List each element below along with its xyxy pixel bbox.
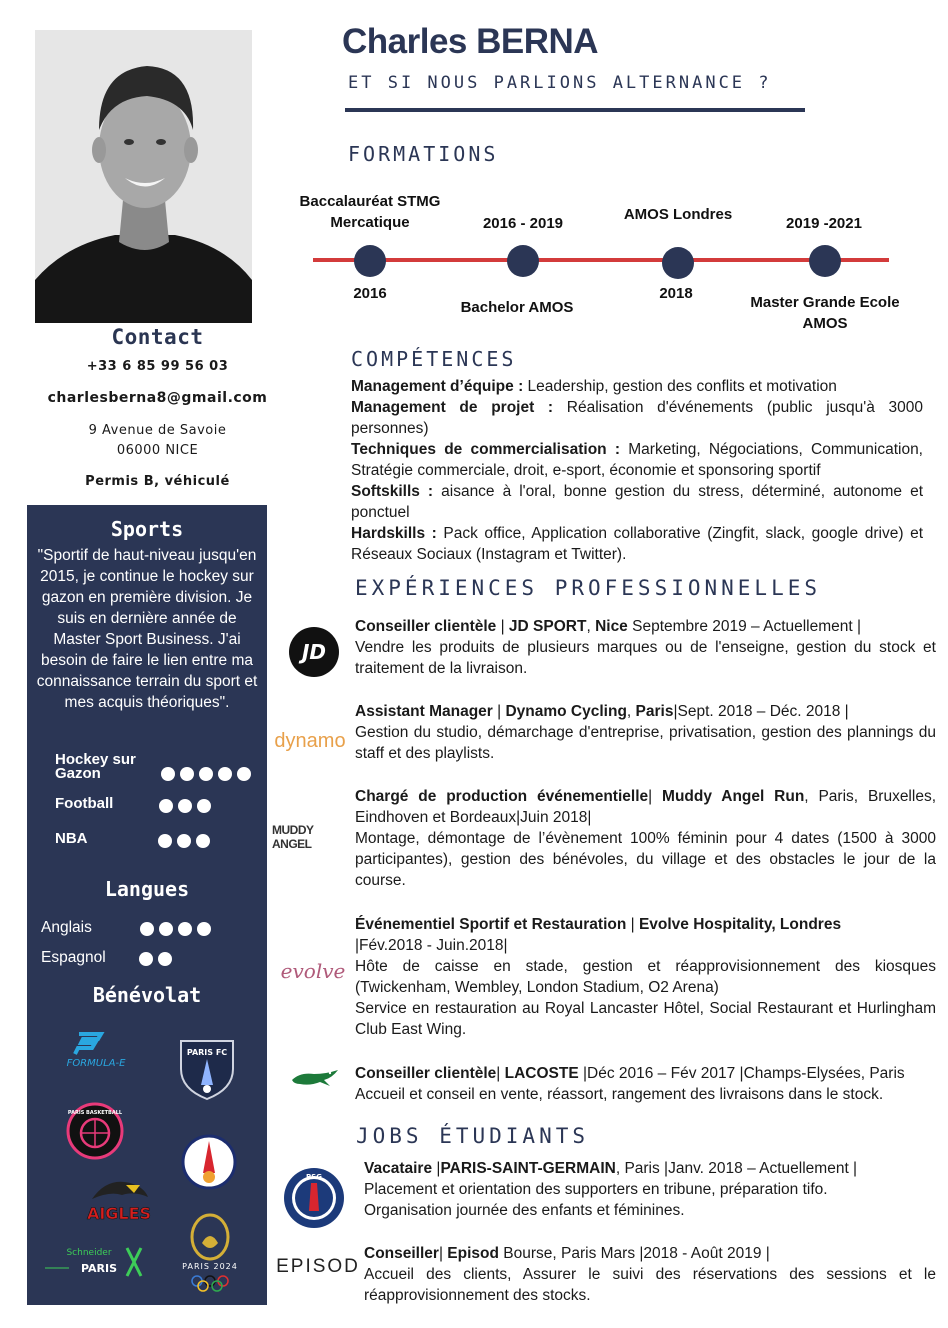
- contact-title: Contact: [111, 325, 204, 349]
- jd-sport-logo: [288, 626, 340, 678]
- sports-quote: "Sportif de haut-niveau jusqu'en 2015, je continue le hockey sur gazon en première division. Je suis en dernière année de Master Sport Business. J'ai besoin de faire le lien entre ma connaissance terrain du sport et mes acquis théoriques".: [36, 547, 258, 711]
- left-panel: [27, 505, 267, 1305]
- svg-text:PARIS BASKETBALL: PARIS BASKETBALL: [67, 1110, 123, 1116]
- benevolat-title: Bénévolat: [92, 983, 202, 1007]
- formations-timeline-line: [313, 258, 889, 262]
- competences-list: [351, 376, 923, 565]
- timeline-dot: [354, 245, 386, 277]
- timeline-label-2016: 2016: [353, 285, 387, 302]
- experience-item-lacoste: Conseiller clientèle| LACOSTE |Déc 2016 – Fév 2017 |Champs-Elysées, Paris Accueil et conseil en vente, réassort, rangement des livraisons dans le stock.: [355, 1065, 905, 1103]
- timeline-label-2016-2019: 2016 - 2019: [482, 215, 564, 232]
- timeline-dot: [809, 245, 841, 277]
- competence-item: Management de projet : Réalisation d'événements (public jusqu'à 3000 personnes): [351, 399, 924, 437]
- langue-level-dots: [140, 922, 211, 936]
- paris-fc-logo: [177, 1035, 237, 1101]
- svg-text:AIGLES: AIGLES: [86, 1204, 152, 1223]
- job-item-psg: Vacataire |PARIS-SAINT-GERMAIN, Paris |Janv. 2018 – Actuellement | Placement et orientation des supporters en tribune, préparation tifo. Organisation journée des enfants et féminines.: [364, 1160, 858, 1219]
- level-dot: [180, 767, 194, 781]
- level-dot: [159, 799, 173, 813]
- header-divider: [345, 108, 805, 112]
- profile-photo: [35, 30, 252, 323]
- formula-e-logo: [61, 1030, 131, 1070]
- timeline-label-master: Master Grande Ecole AMOS: [750, 294, 900, 332]
- svg-text:Schneider: Schneider: [66, 1248, 112, 1258]
- svg-text:PARIS: PARIS: [80, 1262, 118, 1275]
- timeline-dot: [507, 245, 539, 277]
- level-dot: [197, 922, 211, 936]
- experience-item-muddy-angel: Chargé de production événementielle| Muddy Angel Run, Paris, Bruxelles, Eindhoven et Bordeaux|Juin 2018| Montage, démontage de l’évènement 100% féminin pour 4 dates (1500 à 3000 participantes), gestion des bénévoles, du village et des obstacles le jour de la course.: [355, 788, 936, 889]
- dynamo-logo: dynamo: [274, 729, 346, 752]
- paris-basketball-logo: [65, 1101, 125, 1161]
- svg-text:PARIS FC: PARIS FC: [186, 1048, 228, 1057]
- level-dot: [218, 767, 232, 781]
- tagline: ET SI NOUS PARLIONS ALTERNANCE ?: [348, 73, 772, 93]
- competence-item: Techniques de commercialisation : Marketing, Négociations, Communication, Stratégie commerciale, droit, e-sport, économie et sponsoring sportif: [351, 441, 923, 479]
- lacoste-crocodile-icon: [290, 1066, 340, 1092]
- formations-title: FORMATIONS: [348, 142, 499, 166]
- jobs-title: JOBS ÉTUDIANTS: [356, 1124, 590, 1148]
- schneider-paris-logo: [41, 1242, 151, 1282]
- level-dot: [159, 922, 173, 936]
- competences-title: COMPÉTENCES: [351, 347, 517, 371]
- experience-item-dynamo: Assistant Manager | Dynamo Cycling, Paris|Sept. 2018 – Déc. 2018 | Gestion du studio, démarchage d'entreprise, privatisation, gestion des plannings du staff et des playlists.: [355, 703, 936, 762]
- sport-item-label: NBA: [55, 830, 88, 847]
- experience-item-jd: Conseiller clientèle | JD SPORT, Nice Septembre 2019 – Actuellement | Vendre les produits de plusieurs marques ou de l'enseigne, gestion du stock et traitement de la livraison.: [355, 618, 936, 677]
- level-dot: [139, 952, 153, 966]
- level-dot: [237, 767, 251, 781]
- langue-item-espagnol: [41, 949, 106, 967]
- sport-level-dots: [161, 767, 251, 781]
- episod-logo: EPISOD: [276, 1256, 360, 1277]
- aigles-logo: [82, 1173, 157, 1223]
- timeline-dot: [662, 247, 694, 279]
- level-dot: [178, 922, 192, 936]
- svg-text:FORMULA-E: FORMULA-E: [66, 1058, 126, 1069]
- svg-text:PSG: PSG: [306, 1173, 322, 1181]
- sport-item-label: Hockey sur Gazon: [55, 751, 136, 782]
- contact-phone[interactable]: +33 6 85 99 56 03: [86, 359, 229, 374]
- level-dot: [140, 922, 154, 936]
- sport-item-label: Football: [55, 795, 114, 812]
- sport-level-dots: [159, 799, 211, 813]
- langues-title: Langues: [104, 877, 190, 901]
- paris-2024-logo: [177, 1213, 243, 1295]
- level-dot: [177, 834, 191, 848]
- timeline-label-amos-londres: AMOS Londres: [623, 206, 733, 223]
- contact-license: Permis B, véhiculé: [85, 474, 230, 489]
- level-dot: [199, 767, 213, 781]
- level-dot: [161, 767, 175, 781]
- candidate-name: Charles BERNA: [342, 22, 599, 61]
- job-item-episod: Conseiller| Episod Bourse, Paris Mars |2018 - Août 2019 | Accueil des clients, Assurer le suivi des réservations des sessions et le réapprovisionnement des stocks.: [364, 1245, 936, 1304]
- timeline-label-bac: Baccalauréat STMG Mercatique: [299, 193, 441, 231]
- competence-item: Softskills : aisance à l'oral, bonne gestion du stress, déterminé, autonome et ponctuel: [351, 483, 924, 521]
- competence-item: Hardskills : Pack office, Application collaborative (Zingfit, slack, google drive) et Réseaux Sociaux (Instagram et Twitter).: [351, 525, 924, 563]
- paris-club-logo: [179, 1133, 239, 1191]
- level-dot: [196, 834, 210, 848]
- langue-label: Anglais: [41, 919, 92, 936]
- competence-item: Management d’équipe : Leadership, gestion des conflits et motivation: [351, 378, 837, 395]
- muddy-angel-logo: MUDDY ANGEL: [272, 822, 314, 851]
- experiences-title: EXPÉRIENCES PROFESSIONNELLES: [355, 576, 822, 600]
- experience-item-evolve: Événementiel Sportif et Restauration | Evolve Hospitality, Londres |Fév.2018 - Juin.2018| Hôte de caisse en stade, gestion et réapprovisionnement des kiosques (Twickenham, Wembley, London Stadium, O2 Arena) Service en restauration au Royal Lancaster Hôtel, Social Restaurant et Hurlingham Club East Wing.: [355, 916, 936, 1038]
- langue-item-anglais: [41, 919, 92, 937]
- level-dot: [158, 834, 172, 848]
- contact-address-line1: 9 Avenue de Savoie: [88, 423, 227, 438]
- timeline-label-2018: 2018: [659, 285, 693, 302]
- timeline-label-bachelor: Bachelor AMOS: [460, 299, 574, 316]
- sport-level-dots: [158, 834, 210, 848]
- svg-text:JD: JD: [301, 640, 327, 664]
- sports-title: Sports: [110, 517, 184, 541]
- langue-level-dots: [139, 952, 172, 966]
- contact-email[interactable]: charlesberna8@gmail.com: [47, 390, 268, 406]
- contact-address-line2: 06000 NICE: [116, 443, 199, 458]
- psg-logo: [283, 1167, 345, 1229]
- evolve-logo: evolve: [280, 959, 346, 983]
- level-dot: [178, 799, 192, 813]
- level-dot: [197, 799, 211, 813]
- svg-text:PARIS 2024: PARIS 2024: [182, 1262, 238, 1271]
- level-dot: [158, 952, 172, 966]
- timeline-label-2019-2021: 2019 -2021: [786, 215, 862, 232]
- langue-label: Espagnol: [41, 949, 106, 966]
